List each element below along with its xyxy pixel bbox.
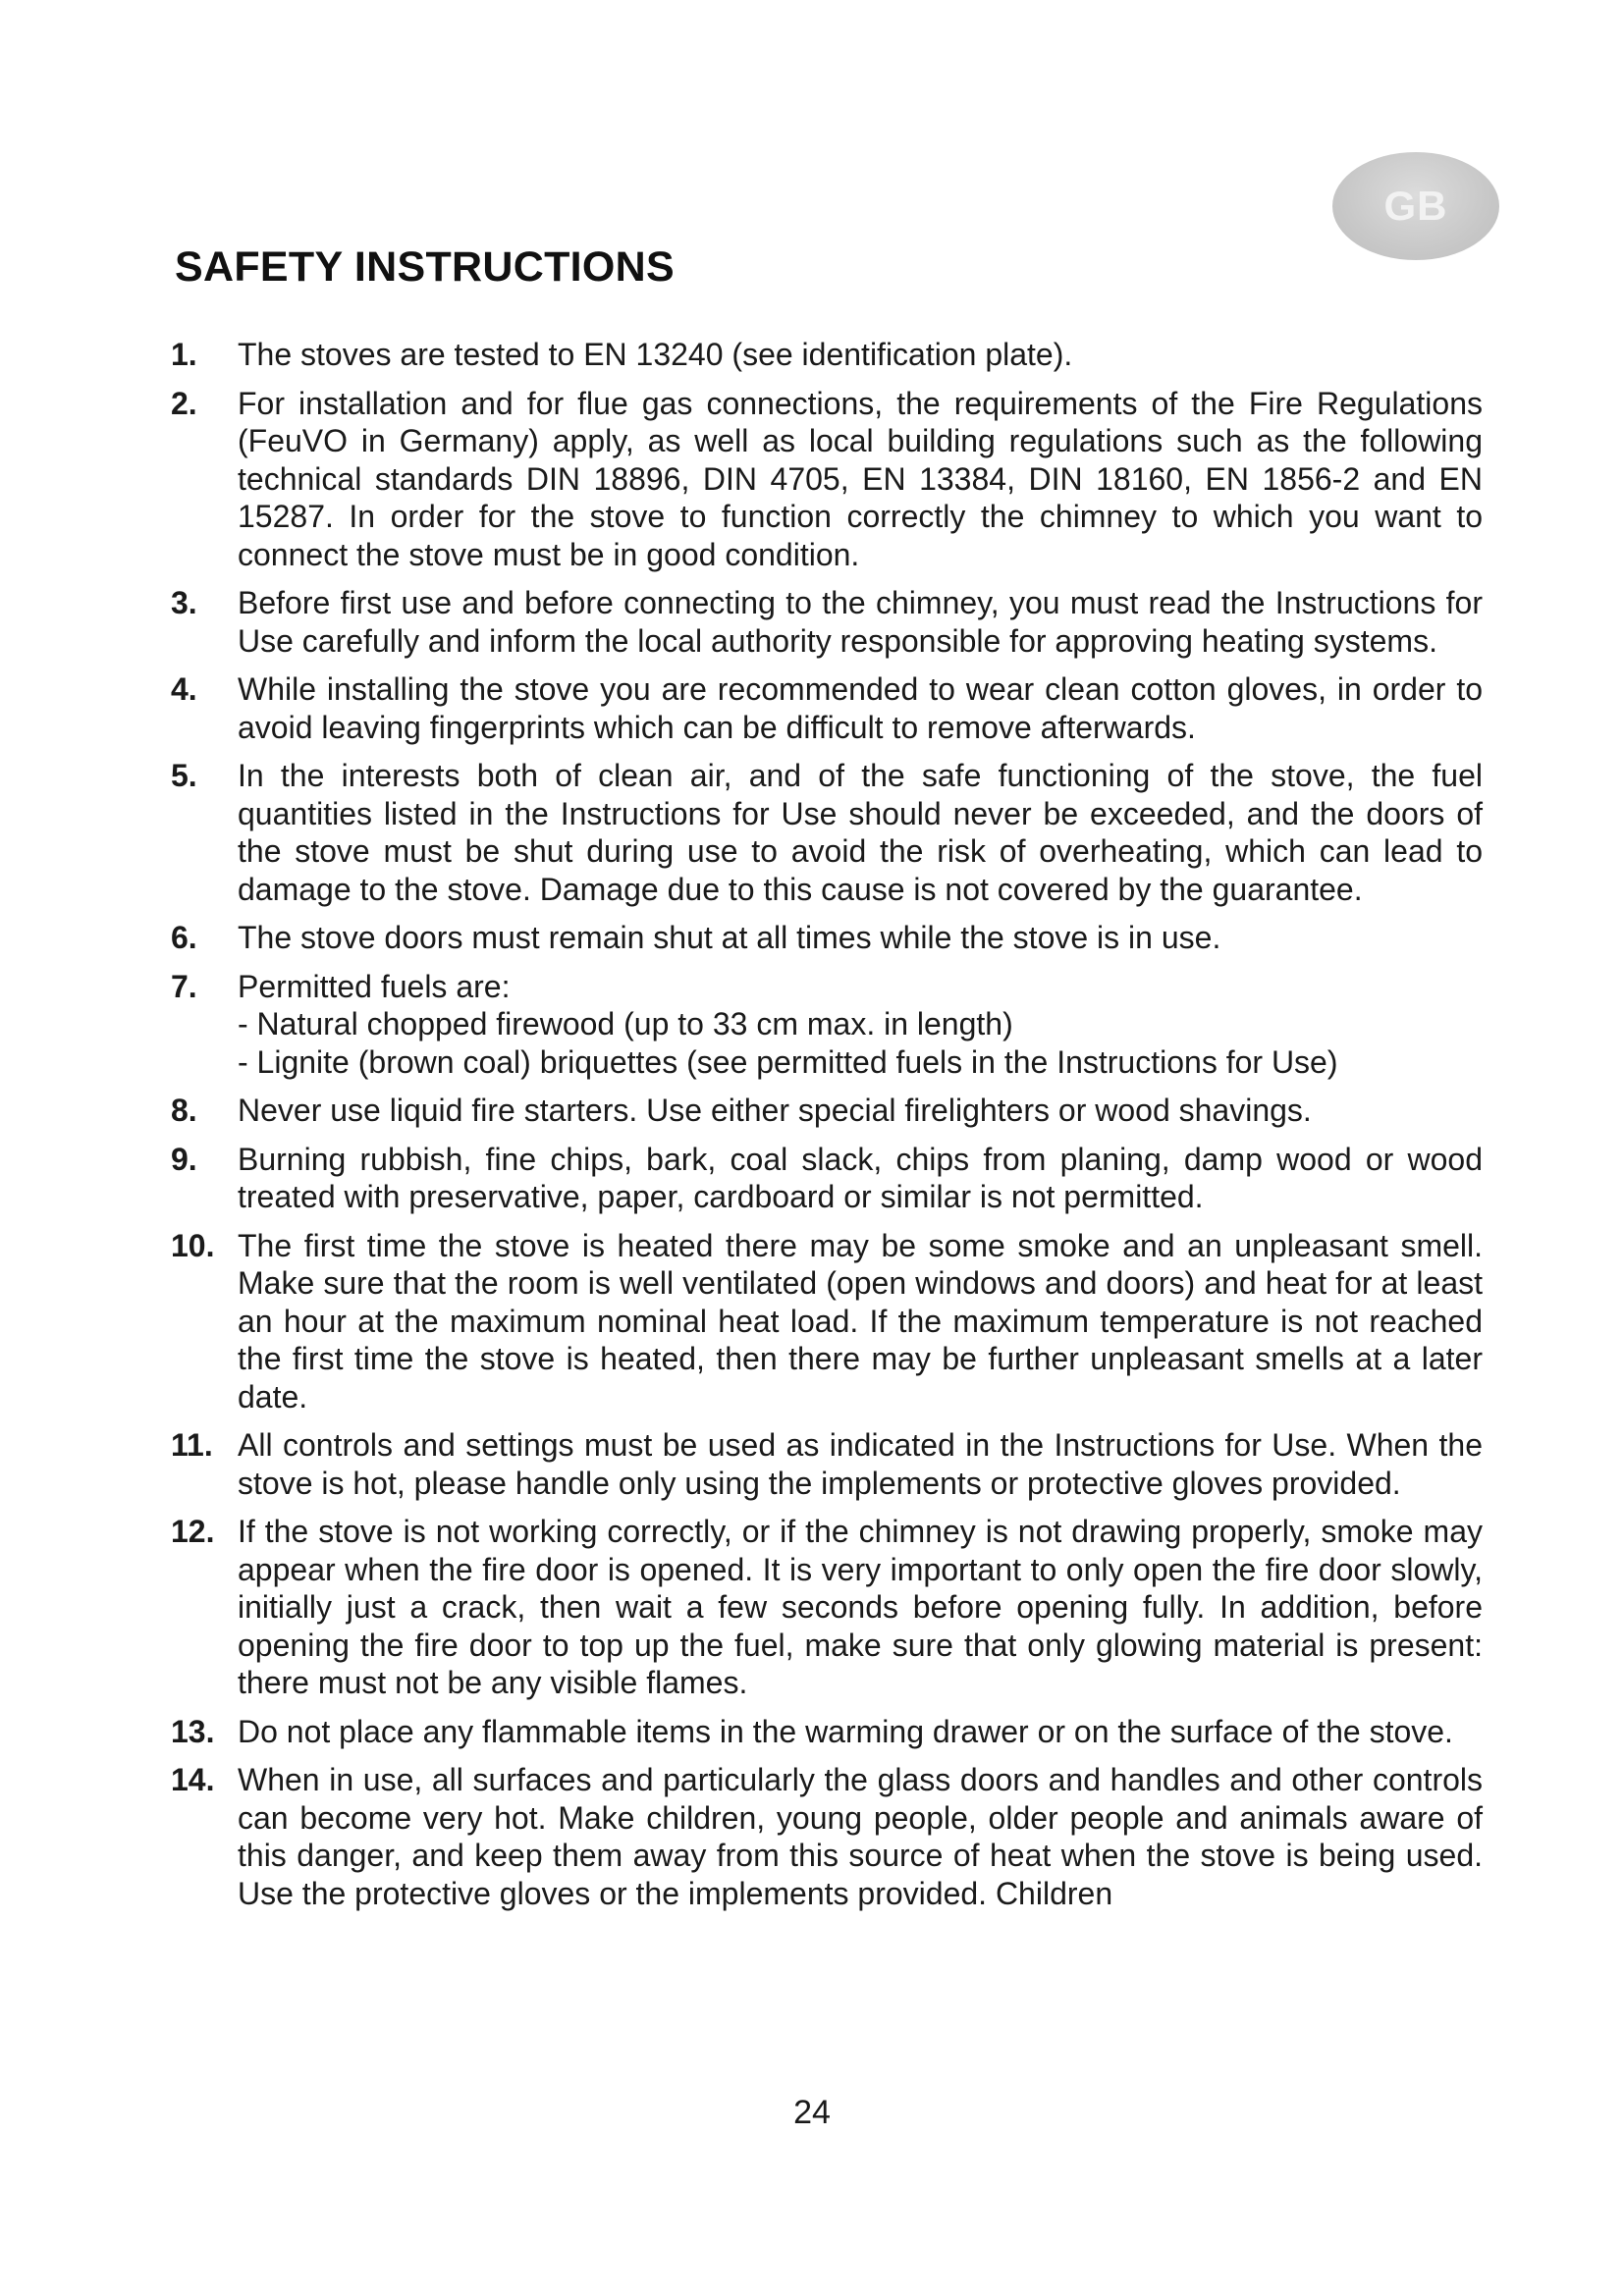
list-item	[167, 1713, 1483, 1751]
item-number: 12.	[171, 1514, 215, 1549]
page-title: SAFETY INSTRUCTIONS	[175, 243, 675, 291]
item-number: 10.	[171, 1227, 215, 1263]
item-text: In the interests both of clean air, and of the safe functioning of the stove, the fuel quantities listed in the Instructions for Use should never be exceeded, and the doors of the stove must be shut during use to avoid the risk of overheating, which can lead to damage to the stove. Damage due to this cause is not covered by the guarantee.	[238, 758, 1483, 907]
list-item	[167, 1426, 1483, 1502]
item-number: 14.	[171, 1762, 215, 1797]
item-number: 5.	[171, 758, 197, 793]
item-text: For installation and for flue gas connections, the requirements of the Fire Regulations (FeuVO in Germany) apply, as well as local building regulations such as the following technical standards DIN 18896, DIN 4705, EN 13384, DIN 18160, EN 1856-2 and EN 15287. In order for the stove to function correctly the chimney to which you want to connect the stove must be in good condition.	[238, 385, 1483, 572]
item-text: While installing the stove you are recommended to wear clean cotton gloves, in order to avoid leaving fingerprints which can be difficult to remove afterwards.	[238, 671, 1483, 745]
item-text: The stoves are tested to EN 13240 (see identification plate).	[238, 337, 1073, 372]
item-number: 11.	[171, 1427, 213, 1463]
item-text: Never use liquid fire starters. Use either special firelighters or wood shavings.	[238, 1093, 1312, 1128]
list-item	[167, 336, 1483, 374]
permitted-fuel-lignite: - Lignite (brown coal) briquettes (see permitted fuels in the Instructions for Use)	[238, 1043, 1338, 1080]
item-number: 2.	[171, 385, 197, 421]
item-number: 13.	[171, 1713, 215, 1749]
item-text: If the stove is not working correctly, or if the chimney is not drawing properly, smoke may appear when the fire door is opened. It is very important to only open the fire door slowly, initially just a crack, then wait a few seconds before opening fully. In addition, before opening the fire door to top up the fuel, make sure that only glowing material is present: there must not be any visible flames.	[238, 1514, 1483, 1700]
item-text: Do not place any flammable items in the warming drawer or on the surface of the stove.	[238, 1713, 1453, 1749]
list-item	[167, 1227, 1483, 1416]
list-item	[167, 1761, 1483, 1912]
safety-instructions-list	[167, 336, 1483, 1923]
item-text: The stove doors must remain shut at all times while the stove is in use.	[238, 920, 1221, 955]
item-text: The first time the stove is heated there may be some smoke and an unpleasant smell. Make sure that the room is well ventilated (open windows and doors) and heat for at least an hour at the maximum nominal heat load. If the maximum temperature is not reached the first time the stove is heated, then there may be further unpleasant smells at a later date.	[238, 1227, 1483, 1415]
list-item	[167, 1513, 1483, 1702]
list-item	[167, 385, 1483, 574]
permitted-fuel-firewood: - Natural chopped firewood (up to 33 cm max. in length)	[238, 1006, 1013, 1041]
page-number: 24	[793, 2094, 831, 2131]
item-number: 3.	[171, 585, 197, 620]
item-number: 8.	[171, 1093, 197, 1128]
item-text: Permitted fuels are:	[238, 968, 511, 1004]
item-text: All controls and settings must be used as indicated in the Instructions for Use. When the stove is hot, please handle only using the implements or protective gloves provided.	[238, 1427, 1483, 1501]
language-badge-label: GB	[1383, 183, 1448, 229]
list-item	[167, 1141, 1483, 1216]
item-number: 6.	[171, 920, 197, 955]
item-number: 7.	[171, 968, 197, 1004]
list-item	[167, 670, 1483, 746]
language-badge	[1332, 152, 1499, 260]
item-text: Before first use and before connecting to the chimney, you must read the Instructions for Use carefully and inform the local authority responsible for approving heating systems.	[238, 585, 1483, 659]
item-number: 4.	[171, 671, 197, 707]
list-item	[167, 919, 1483, 957]
item-text: When in use, all surfaces and particularly the glass doors and handles and other controls can become very hot. Make children, young people, older people and animals aware of this danger, and keep them away from this source of heat when the stove is being used. Use the protective gloves or the implements provided. Children	[238, 1762, 1483, 1911]
item-text: Burning rubbish, fine chips, bark, coal slack, chips from planing, damp wood or wood treated with preservative, paper, cardboard or similar is not permitted.	[238, 1141, 1483, 1214]
list-item	[167, 1092, 1483, 1130]
list-item	[167, 584, 1483, 660]
item-number: 1.	[171, 337, 197, 372]
list-item	[167, 757, 1483, 908]
list-item	[167, 968, 1483, 1082]
item-number: 9.	[171, 1141, 197, 1177]
